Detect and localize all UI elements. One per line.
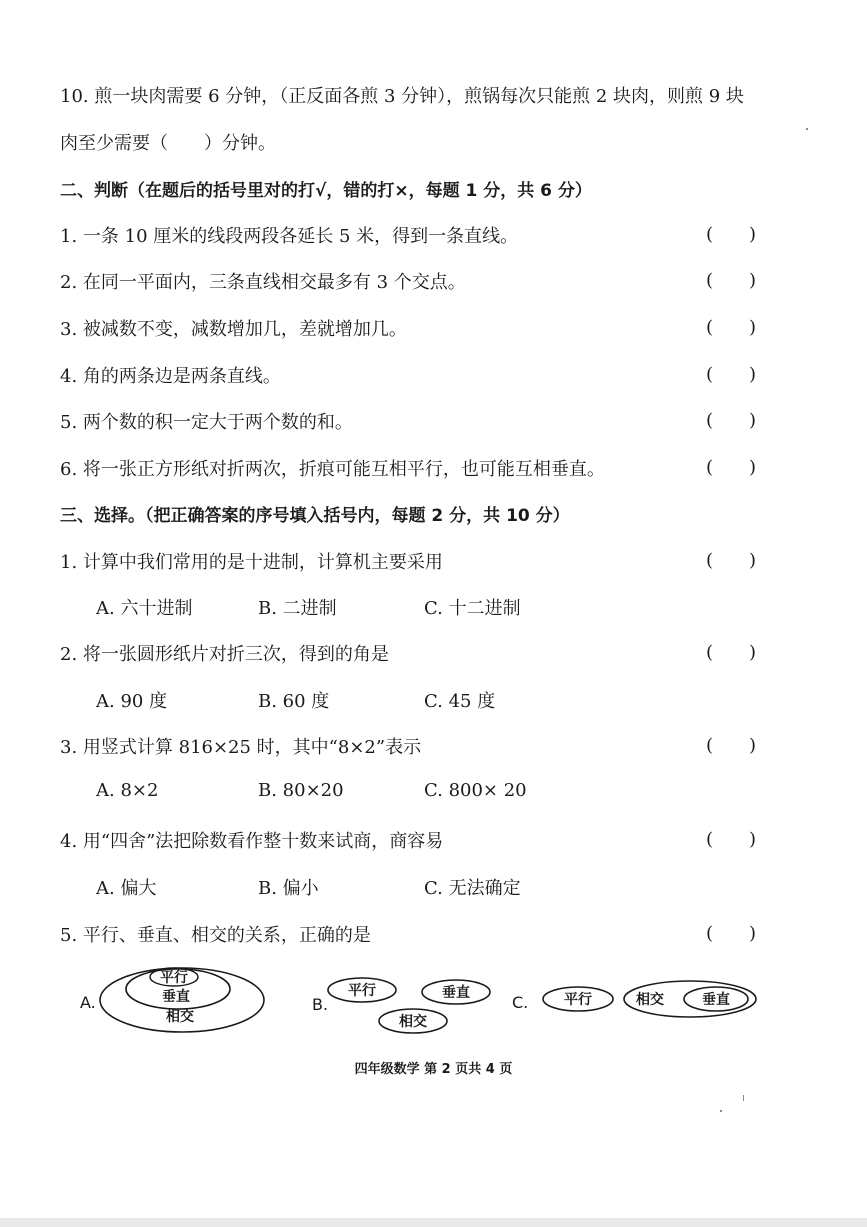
- scan-speck: [743, 1095, 744, 1101]
- choice-question-5: 5. 平行、垂直、相交的关系，正确的是: [60, 925, 371, 946]
- option-c: C. 45 度: [424, 691, 496, 712]
- option-a: A. 90 度: [96, 691, 168, 712]
- diagram-b-intersect: 相交: [399, 1014, 427, 1030]
- answer-paren[interactable]: ( ): [706, 550, 757, 571]
- diagram-a: [100, 968, 264, 1032]
- judge-item-1: 1. 一条 10 厘米的线段两段各延长 5 米，得到一条直线。: [60, 226, 519, 247]
- answer-paren[interactable]: ( ): [706, 923, 757, 944]
- page-footer: 四年级数学 第 2 页共 4 页: [354, 1062, 513, 1077]
- scan-speck: [806, 128, 808, 130]
- diagram-b: [328, 978, 490, 1033]
- diagram-a-label: A.: [80, 993, 96, 1012]
- diagram-b-label: B.: [312, 995, 329, 1014]
- diagram-b-perpendicular: 垂直: [442, 985, 470, 1001]
- option-b: B. 80×20: [258, 780, 344, 801]
- option-b: B. 偏小: [258, 878, 319, 899]
- answer-paren[interactable]: ( ): [706, 642, 757, 663]
- diagram-c-intersect: 相交: [636, 992, 664, 1008]
- option-c: C. 十二进制: [424, 598, 521, 619]
- diagram-a-parallel: 平行: [160, 970, 188, 986]
- choice-question-4: 4. 用“四舍”法把除数看作整十数来试商，商容易: [60, 831, 444, 852]
- diagram-c-parallel: 平行: [564, 992, 592, 1008]
- answer-paren[interactable]: ( ): [706, 270, 757, 291]
- judge-item-3: 3. 被减数不变，减数增加几，差就增加几。: [60, 319, 407, 340]
- answer-paren[interactable]: ( ): [706, 364, 757, 385]
- option-b: B. 二进制: [258, 598, 337, 619]
- choice-question-2: 2. 将一张圆形纸片对折三次，得到的角是: [60, 644, 389, 665]
- option-c: C. 无法确定: [424, 878, 521, 899]
- judge-item-4: 4. 角的两条边是两条直线。: [60, 366, 281, 387]
- section3-heading: 三、选择。（把正确答案的序号填入括号内，每题 2 分，共 10 分）: [60, 506, 570, 526]
- option-a: A. 8×2: [96, 780, 159, 801]
- answer-paren[interactable]: ( ): [706, 735, 757, 756]
- q10-line1: 10. 煎一块肉需要 6 分钟，（正反面各煎 3 分钟），煎锅每次只能煎 2 块肉，则煎 9 块: [60, 86, 744, 107]
- q10-line2: 肉至少需要（ ）分钟。: [60, 133, 276, 154]
- diagram-c: [543, 981, 756, 1017]
- diagram-b-parallel: 平行: [348, 983, 376, 999]
- scan-speck: [720, 1110, 722, 1112]
- option-b: B. 60 度: [258, 691, 330, 712]
- judge-item-2: 2. 在同一平面内，三条直线相交最多有 3 个交点。: [60, 272, 466, 293]
- diagram-a-perpendicular: 垂直: [162, 989, 190, 1005]
- answer-paren[interactable]: ( ): [706, 317, 757, 338]
- choice-question-3: 3. 用竖式计算 816×25 时，其中“8×2”表示: [60, 737, 422, 758]
- option-a: A. 偏大: [96, 878, 157, 899]
- option-c: C. 800× 20: [424, 780, 527, 801]
- answer-paren[interactable]: ( ): [706, 410, 757, 431]
- answer-paren[interactable]: ( ): [706, 457, 757, 478]
- diagram-a-intersect: 相交: [166, 1009, 194, 1025]
- answer-paren[interactable]: ( ): [706, 829, 757, 850]
- option-a: A. 六十进制: [96, 598, 193, 619]
- diagram-c-perpendicular: 垂直: [702, 992, 730, 1008]
- section2-heading: 二、判断（在题后的括号里对的打√，错的打×，每题 1 分，共 6 分）: [60, 181, 592, 201]
- judge-item-6: 6. 将一张正方形纸对折两次，折痕可能互相平行，也可能互相垂直。: [60, 459, 605, 480]
- diagram-c-label: C.: [512, 993, 529, 1012]
- answer-paren[interactable]: ( ): [706, 224, 757, 245]
- judge-item-5: 5. 两个数的积一定大于两个数的和。: [60, 412, 353, 433]
- choice-question-1: 1. 计算中我们常用的是十进制，计算机主要采用: [60, 552, 443, 573]
- scan-bottom-edge: [0, 1218, 867, 1227]
